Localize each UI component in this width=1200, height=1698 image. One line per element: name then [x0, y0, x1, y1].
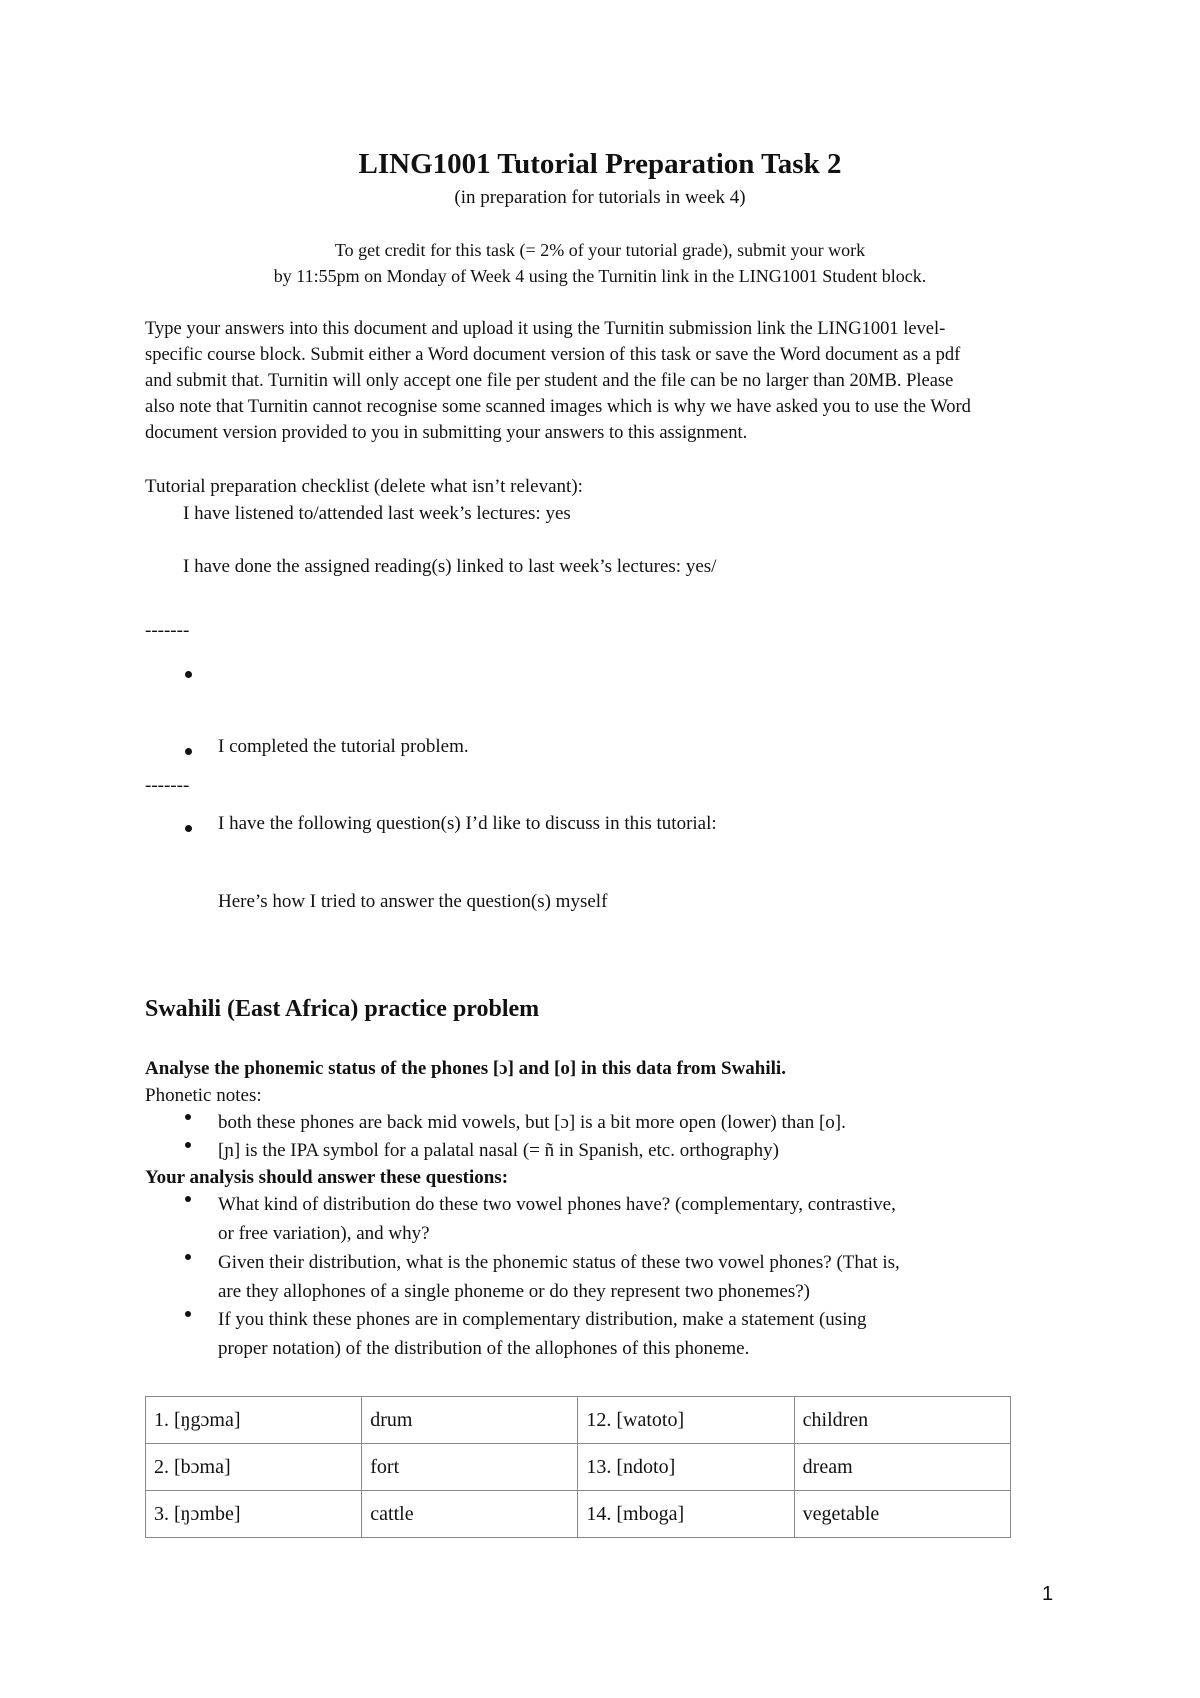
table-cell-word: 1. [ŋgɔma] [146, 1397, 362, 1444]
bullet-icon [185, 1114, 191, 1120]
bullet-icon [185, 1254, 191, 1260]
checklist-item-reading[interactable]: I have done the assigned reading(s) linked to last week’s lectures: yes/ [183, 556, 717, 577]
question-line: proper notation) of the distribution of the allophones of this phoneme. [218, 1338, 750, 1359]
bullet-icon [185, 1196, 191, 1202]
page-title: LING1001 Tutorial Preparation Task 2 [358, 148, 842, 180]
credit-line-2: by 11:55pm on Monday of Week 4 using the Turnitin link in the LING1001 Student block. [273, 266, 927, 286]
checklist-item-completed[interactable]: I completed the tutorial problem. [218, 736, 469, 757]
phonetic-note: [ɲ] is the IPA symbol for a palatal nasal (= ñ in Spanish, etc. orthography) [218, 1140, 779, 1161]
bullet-icon [185, 671, 192, 678]
table-row [146, 1397, 1011, 1444]
bullet-icon [185, 1142, 191, 1148]
instruction-line: and submit that. Turnitin will only accept one file per student and the file can be no larger than 20MB. Please [145, 371, 954, 391]
question-line: What kind of distribution do these two vowel phones have? (complementary, contrastive, [218, 1194, 896, 1215]
page-number: 1 [1042, 1583, 1054, 1605]
checklist-item-questions[interactable]: I have the following question(s) I’d like to discuss in this tutorial: [218, 813, 717, 834]
phonetic-notes-label: Phonetic notes: [145, 1085, 262, 1106]
table-cell-word: 2. [bɔma] [146, 1444, 362, 1491]
instruction-line: Type your answers into this document and upload it using the Turnitin submission link the LING1001 level- [145, 319, 946, 339]
table-cell-word: 14. [mboga] [578, 1491, 794, 1538]
table-cell-word: 3. [ŋɔmbe] [146, 1491, 362, 1538]
page-subtitle: (in preparation for tutorials in week 4) [454, 187, 746, 208]
table-cell-gloss: vegetable [794, 1491, 1010, 1538]
instruction-line: specific course block. Submit either a Word document version of this task or save the Word document as a pdf [145, 345, 961, 365]
table-cell-word: 13. [ndoto] [578, 1444, 794, 1491]
submission-instructions [145, 316, 1070, 446]
table-cell-gloss: fort [362, 1444, 578, 1491]
table-row [146, 1444, 1011, 1491]
problem-heading: Swahili (East Africa) practice problem [145, 996, 540, 1022]
separator-line: ------- [145, 775, 190, 796]
credit-line-1: To get credit for this task (= 2% of your tutorial grade), submit your work [334, 240, 866, 260]
checklist-item-lectures[interactable]: I have listened to/attended last week’s lectures: yes [183, 503, 571, 524]
swahili-data-table [145, 1396, 1011, 1538]
table-cell-gloss: cattle [362, 1491, 578, 1538]
question-line: or free variation), and why? [218, 1223, 430, 1244]
bullet-icon [185, 748, 192, 755]
answer-prompt[interactable]: Here’s how I tried to answer the question(s) myself [218, 891, 608, 912]
instruction-line: document version provided to you in submitting your answers to this assignment. [145, 423, 748, 443]
checklist-heading: Tutorial preparation checklist (delete what isn’t relevant): [145, 476, 583, 497]
questions-label: Your analysis should answer these questions: [145, 1167, 509, 1188]
table-cell-gloss: dream [794, 1444, 1010, 1491]
table-cell-gloss: children [794, 1397, 1010, 1444]
table-cell-gloss: drum [362, 1397, 578, 1444]
table-cell-word: 12. [watoto] [578, 1397, 794, 1444]
question-line: Given their distribution, what is the phonemic status of these two vowel phones? (That is, [218, 1252, 900, 1273]
question-line: are they allophones of a single phoneme or do they represent two phonemes?) [218, 1281, 810, 1302]
bullet-icon [185, 1311, 191, 1317]
instruction-line: also note that Turnitin cannot recognise some scanned images which is why we have asked you to use the Word [145, 397, 971, 417]
bullet-icon [185, 825, 192, 832]
question-line: If you think these phones are in complementary distribution, make a statement (using [218, 1309, 867, 1330]
separator-line: ------- [145, 620, 190, 641]
phonetic-note: both these phones are back mid vowels, but [ɔ] is a bit more open (lower) than [o]. [218, 1112, 846, 1133]
table-row [146, 1491, 1011, 1538]
problem-instruction: Analyse the phonemic status of the phones [ɔ] and [o] in this data from Swahili. [145, 1058, 786, 1079]
